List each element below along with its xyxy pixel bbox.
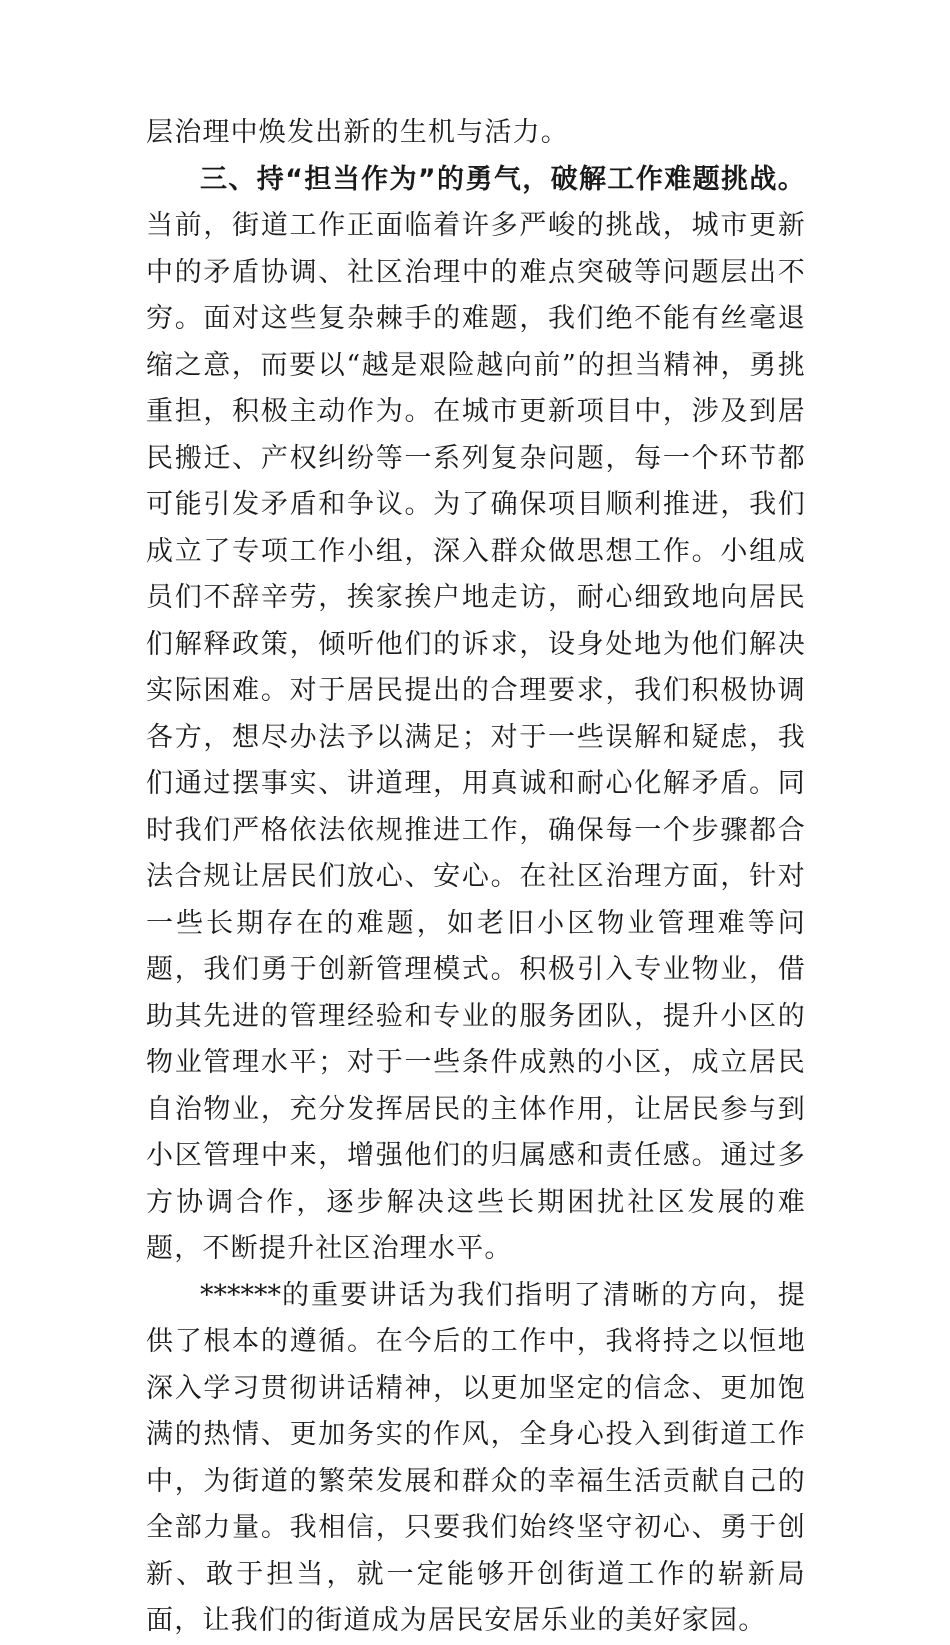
conclusion-paragraph bbox=[146, 1273, 806, 1645]
document-body bbox=[146, 110, 806, 1645]
section-three-heading: 三、持“担当作为”的勇气，破解工作难题挑战。 bbox=[200, 163, 806, 195]
redacted-name: ****** bbox=[200, 1279, 281, 1311]
paragraph-continuation: 层治理中焕发出新的生机与活力。 bbox=[146, 117, 569, 148]
section-three-paragraph bbox=[146, 157, 806, 1273]
section-three-body: 当前，街道工作正面临着许多严峻的挑战，城市更新中的矛盾协调、社区治理中的难点突破等问题层出不穷。面对这些复杂棘手的难题，我们绝不能有丝毫退缩之意，而要以“越是艰险越向前”的担当精神，勇挑重担，积极主动作为。在城市更新项目中，涉及到居民搬迁、产权纠纷等一系列复杂问题，每一个环节都可能引发矛盾和争议。为了确保项目顺利推进，我们成立了专项工作小组，深入群众做思想工作。小组成员们不辞辛劳，挨家挨户地走访，耐心细致地向居民们解释政策，倾听他们的诉求，设身处地为他们解决实际困难。对于居民提出的合理要求，我们积极协调各方，想尽办法予以满足；对于一些误解和疑虑，我们通过摆事实、讲道理，用真诚和耐心化解矛盾。同时我们严格依法依规推进工作，确保每一个步骤都合法合规让居民们放心、安心。在社区治理方面，针对一些长期存在的难题，如老旧小区物业管理难等问题，我们勇于创新管理模式。积极引入专业物业，借助其先进的管理经验和专业的服务团队，提升小区的物业管理水平；对于一些条件成熟的小区，成立居民自治物业，充分发挥居民的主体作用，让居民参与到小区管理中来，增强他们的归属感和责任感。通过多方协调合作，逐步解决这些长期困扰社区发展的难题，不断提升社区治理水平。 bbox=[146, 210, 806, 1264]
conclusion-body: 的重要讲话为我们指明了清晰的方向，提供了根本的遵循。在今后的工作中，我将持之以恒地深入学习贯彻讲话精神，以更加坚定的信念、更加饱满的热情、更加务实的作风，全身心投入到街道工作中，为街道的繁荣发展和群众的幸福生活贡献自己的全部力量。我相信，只要我们始终坚守初心、勇于创新、敢于担当，就一定能够开创街道工作的崭新局面，让我们的街道成为居民安居乐业的美好家园。 bbox=[146, 1279, 806, 1636]
